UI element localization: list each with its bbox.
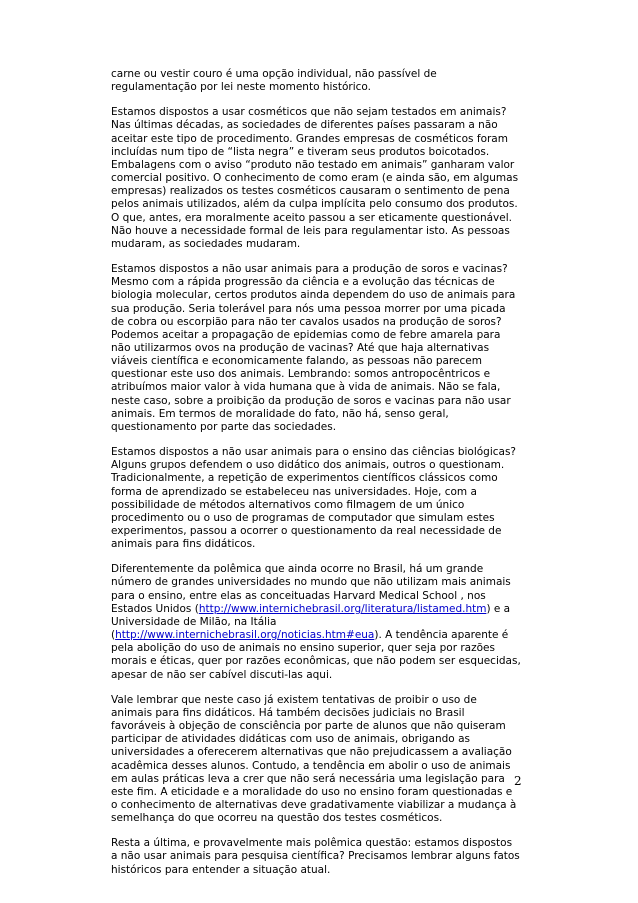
document-body xyxy=(111,68,521,877)
paragraph-2: Estamos dispostos a usar cosméticos que não sejam testados em animais? Nas últimas décadas, as sociedades de diferentes países passaram a não aceitar este tipo de procedimento. Grandes empresas de cosméticos foram incluídas num tipo de “lista negra” e tiveram seus produtos boicotados. Embalagens com o aviso “produto não testado em animais” ganharam valor comercial positivo. O conhecimento de como eram (e ainda são, em algumas empresas) realizados os testes cosméticos causaram o sentimento de pena pelos animais utilizados, além da culpa implícita pelo consumo dos produtos. O que, antes, era moralmente aceito passou a ser eticamente questionável. Não houve a necessidade formal de leis para regulamentar isto. As pessoas mudaram, as sociedades mudaram. xyxy=(111,106,519,250)
paragraph-6: Vale lembrar que neste caso já existem tentativas de proibir o uso de animais para fins didáticos. Há também decisões judiciais no Brasil favoráveis à objeção de consciência por parte de alunos que não quiseram participar de atividades didáticas com uso de animais, obrigando as universidades a oferecerem alternativas que não prejudicassem a avaliação acadêmica desses alunos. Contudo, a tendência em abolir o uso de animais em aulas práticas leva a crer que não será necessária uma legislação para este fim. A eticidade e a moralidade do uso no ensino foram questionadas e o conhecimento de alternativas deve gradativamente viabilizar a mudança à semelhança do que ocorreu na questão dos testes cosméticos. xyxy=(111,693,517,825)
paragraph-5 xyxy=(111,563,521,681)
paragraph-5-text-3: ). A tendência aparente é pela abolição do uso de animais no ensino superior, quer seja por razões morais e éticas, quer por razões econômicas, que não podem ser esquecidas, apesar de não ser cabível discuti-las aqui. xyxy=(111,629,521,681)
milan-link[interactable]: http://www.internichebrasil.org/noticias.htm#eua xyxy=(115,629,375,642)
paragraph-4: Estamos dispostos a não usar animais para o ensino das ciências biológicas? Alguns grupos defendem o uso didático dos animais, outros o questionam. Tradicionalmente, a repetição de experimentos científicos clássicos como forma de aprendizado se estabeleceu nas universidades. Hoje, com a possibilidade de métodos alternativos como filmagem de um único procedimento ou o uso de programas de computador que simulam estes experimentos, passou a ocorrer o questionamento da real necessidade de animais para fins didáticos. xyxy=(111,446,517,551)
paragraph-3: Estamos dispostos a não usar animais para a produção de soros e vacinas? Mesmo com a rápida progressão da ciência e a evolução das técnicas de biologia molecular, certos produtos ainda dependem do uso de animais para sua produção. Seria tolerável para nós uma pessoa morrer por uma picada de cobra ou escorpião para não ter cavalos usados na produção de soros? Podemos aceitar a propagação de epidemias como de febre amarela para não utilizarmos ovos na produção de vacinas? Até que haja alternativas viáveis científica e economicamente falando, as pessoas não parecem questionar este uso dos animais. Lembrando: somos antropocêntricos e atribuímos maior valor à vida humana que à vida de animais. Não se fala, neste caso, sobre a proibição da produção de soros e vacinas para não usar animais. Em termos de moralidade do fato, não há, senso geral, questionamento por parte das sociedades. xyxy=(111,263,516,433)
page-number: 2 xyxy=(514,774,522,788)
paragraph-7: Resta a última, e provavelmente mais polêmica questão: estamos dispostos a não usar animais para pesquisa científica? Precisamos lembrar alguns fatos históricos para entender a situação atual. xyxy=(111,837,520,876)
harvard-link[interactable]: http://www.internichebrasil.org/literatura/listamed.htm xyxy=(198,602,487,615)
paragraph-5-text-1: Diferentemente da polêmica que ainda ocorre no Brasil, há um grande número de grandes universidades no mundo que não utilizam mais animais para o ensino, entre elas as conceituadas Harvard Medical School , nos Estados Unidos ( xyxy=(111,563,511,615)
paragraph-5-text-2: ) e a Universidade de Milão, na Itália ( xyxy=(111,602,511,642)
paragraph-1: carne ou vestir couro é uma opção individual, não passível de regulamentação por lei neste momento histórico. xyxy=(111,68,437,94)
